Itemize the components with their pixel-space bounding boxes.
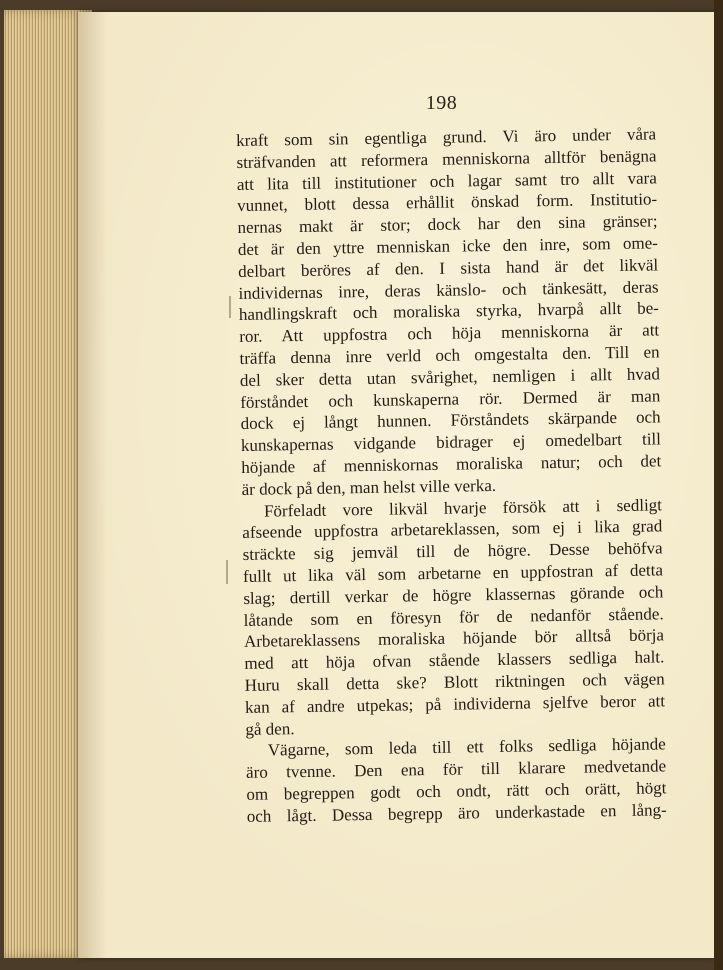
- text-line: Arbetareklassens moraliska höjande bör alltså börja: [243, 625, 665, 652]
- text-line: slag; dertill verkar de högre klassernas görande och: [243, 582, 664, 608]
- text-line: det är den yttre menniskan icke den inre, som ome-: [237, 233, 658, 259]
- text-line: sträckte sig jemväl till de högre. Desse behöfva: [242, 538, 663, 565]
- margin-pencil-mark: [226, 560, 228, 584]
- text-line: afseende uppfostra arbetareklassen, som ej i lika grad: [242, 516, 663, 543]
- text-line: kraft som sin egentliga grund. Vi äro under våra: [236, 124, 657, 150]
- cover-edge: [714, 0, 723, 970]
- text-line: ror. Att uppfostra och höja menniskorna är att: [239, 320, 660, 347]
- text-line: träffa denna inre verld och omgestalta den. Till en: [239, 342, 660, 368]
- text-line: kunskapernas vidgande bidrager ej omedelbart till: [240, 429, 662, 456]
- text-line: sträfvanden att reformera menniskorna alltför benägna: [236, 146, 657, 172]
- text-line: vunnet, blott dessa erhållit önskad form. Institutio-: [237, 189, 658, 216]
- text-line: individernas inre, deras känslo- och tänkesätt, deras: [238, 276, 659, 303]
- text-line: om begreppen godt och ondt, rätt och orätt, högt: [246, 778, 667, 804]
- body-text: [236, 123, 667, 827]
- text-line: del sker detta utan svårighet, nemligen i allt hvad: [239, 364, 661, 390]
- page-number: 198: [425, 92, 458, 114]
- margin-pencil-mark: [229, 296, 231, 318]
- text-line: låtande som en föresyn för de nedanför stående.: [243, 603, 664, 630]
- text-line: delbart beröres af den. I sista hand är det likväl: [238, 255, 659, 281]
- text-line: höjande af menniskornas moraliska natur; och det: [241, 451, 662, 477]
- text-line: gå den.: [245, 718, 295, 739]
- text-line: nernas makt är stor; dock har den sina gränser;: [237, 211, 658, 238]
- text-line: med att höja ofvan stående klassers sedliga halt.: [244, 647, 665, 674]
- text-line: förståndet och kunskaperna rör. Dermed är man: [240, 385, 661, 412]
- text-line: att lita till institutioner och lagar samt tro allt vara: [236, 167, 657, 194]
- text-line: dock ej långt hunnen. Förståndets skärpande och: [240, 407, 661, 434]
- text-line: fullt ut lika väl som arbetarne en uppfostran af detta: [242, 560, 664, 586]
- text-line: äro tvenne. Den ena för till klarare medvetande: [245, 756, 667, 783]
- text-line: och lågt. Dessa begrepp äro underkastade en lång-: [246, 800, 667, 826]
- text-line: handlingskraft och moraliska styrka, hvarpå allt be-: [238, 298, 660, 325]
- text-line: Vägarne, som leda till ett folks sedliga höjande: [267, 734, 666, 760]
- text-line: kan af andre utpekas; på individerna sjelfve beror att: [244, 691, 666, 717]
- text-line: Förfeladt vore likväl hvarje försök att i sedligt: [263, 494, 663, 521]
- text-line: är dock på den, man helst ville verka.: [241, 475, 497, 499]
- text-line: Huru skall detta ske? Blott riktningen och vägen: [244, 669, 665, 695]
